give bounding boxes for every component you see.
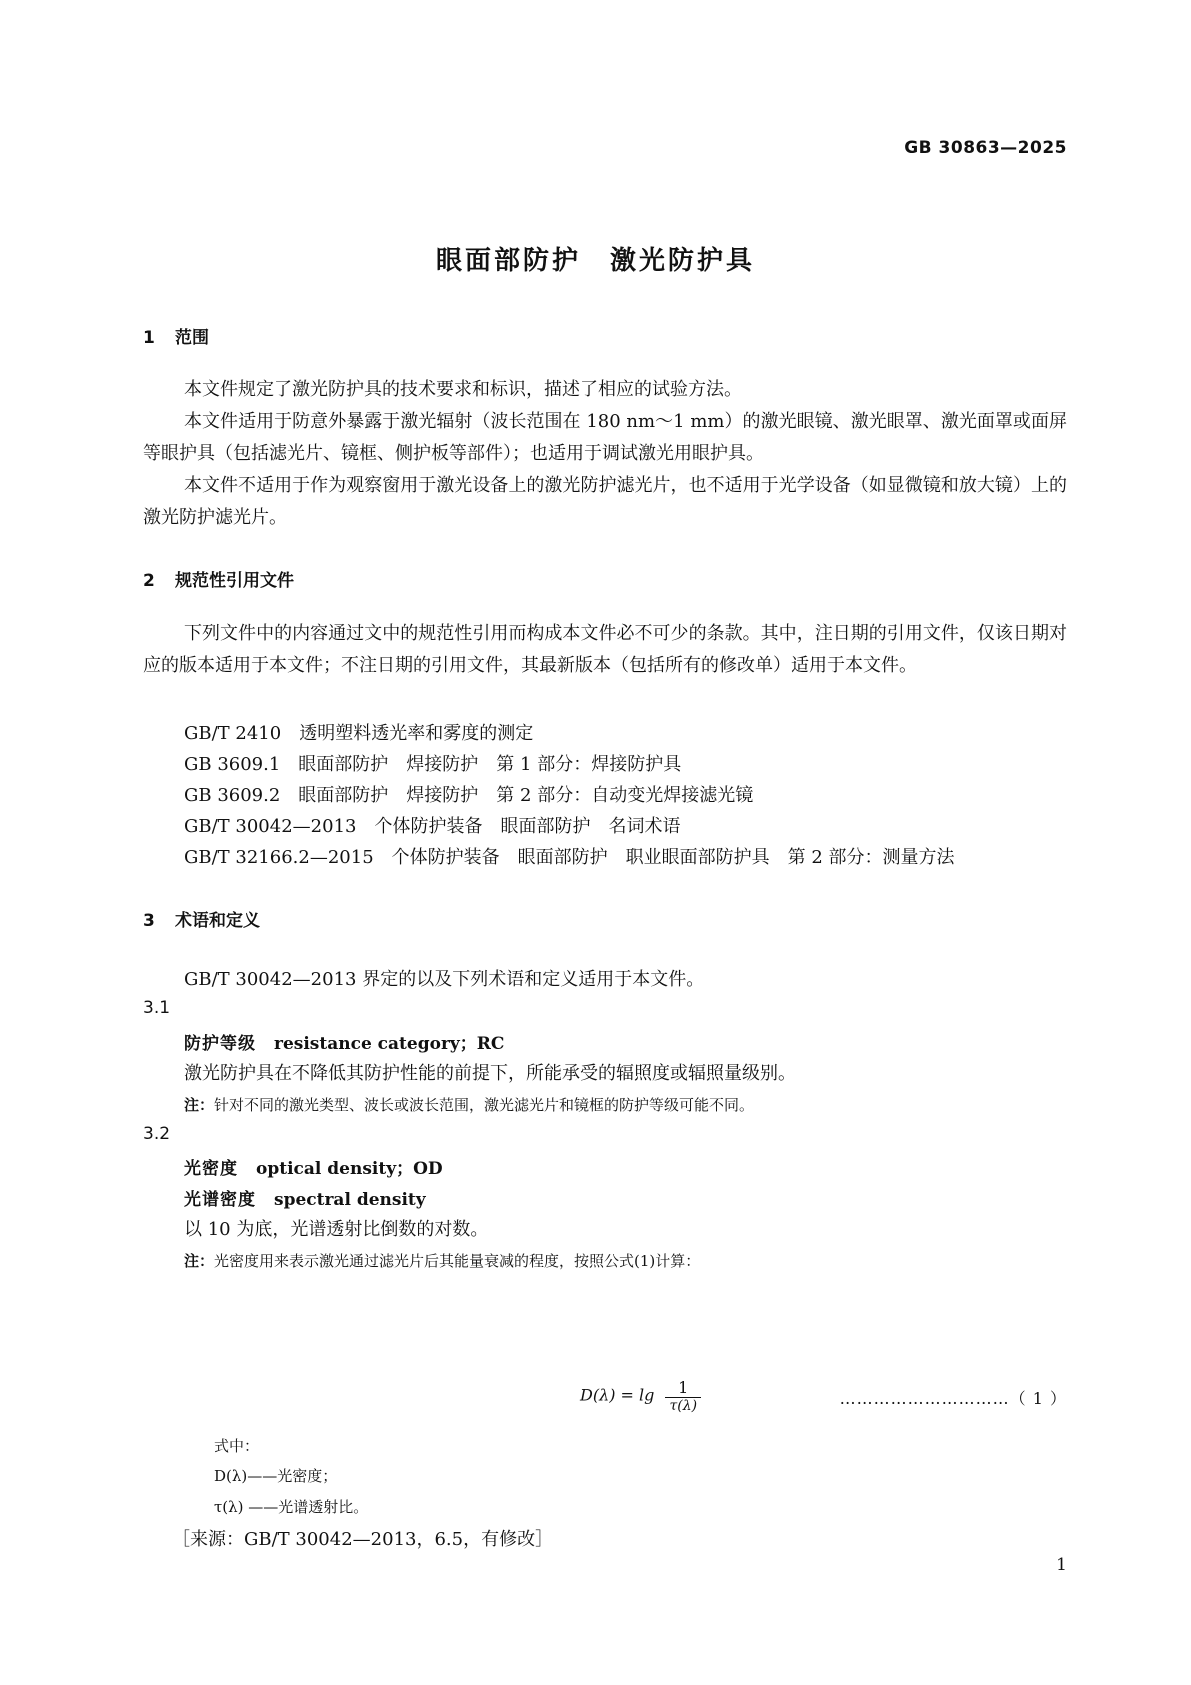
reference-item: GB/T 30042—2013 个体防护装备 眼面部防护 名词术语 [184,816,681,837]
section-1-heading [143,323,209,348]
source-citation: ［来源：GB/T 30042—2013，6.5，有修改］ [172,1529,554,1550]
reference-item: GB/T 32166.2—2015 个体防护装备 眼面部防护 职业眼面部防护具 第 2 部分：测量方法 [184,847,955,868]
paragraph: 本文件不适用于作为观察窗用于激光设备上的激光防护滤光片，也不适用于光学设备（如显微镜和放大镜）上的激光防护滤光片。 [143,475,1067,528]
formula [580,1378,701,1414]
term-synonym [184,1185,426,1210]
note [184,1250,700,1271]
section-title: 术语和定义 [175,911,260,931]
section-number: 2 [143,571,155,591]
definition: 激光防护具在不降低其防护性能的前提下，所能承受的辐照度或辐照量级别。 [184,1063,796,1084]
term-zh: 光密度 [184,1159,238,1179]
paragraph: 下列文件中的内容通过文中的规范性引用而构成本文件必不可少的条款。其中，注日期的引用文件，仅该日期对应的版本适用于本文件；不注日期的引用文件，其最新版本（包括所有的修改单）适用于本文件。 [143,623,1067,676]
paragraph: GB/T 30042—2013 界定的以及下列术语和定义适用于本文件。 [184,969,705,990]
section-3-heading [143,906,260,931]
paragraph: 本文件适用于防意外暴露于激光辐射（波长范围在 180 nm～1 mm）的激光眼镜、激光眼罩、激光面罩或面屏等眼护具（包括滤光片、镜框、侧护板等部件）；也适用于调试激光用眼护具。 [143,411,1067,464]
section-number: 1 [143,328,155,348]
variable-def: D(λ)——光密度； [214,1467,338,1485]
term-en: resistance category；RC [274,1034,505,1054]
term [184,1029,504,1054]
section-number: 3 [143,911,155,931]
term-zh: 光谱密度 [184,1190,256,1210]
reference-item: GB 3609.2 眼面部防护 焊接防护 第 2 部分：自动变光焊接滤光镜 [184,785,754,806]
document-title: 眼面部防护 激光防护具 [435,246,755,276]
clause-number: 3.1 [143,998,171,1018]
page-number: 1 [1056,1555,1067,1575]
where-label: 式中： [214,1437,260,1455]
section-2-heading [143,566,294,591]
clause-number: 3.2 [143,1124,171,1144]
term-zh: 防护等级 [184,1034,256,1054]
variable-def: τ(λ) ——光谱透射比。 [214,1498,369,1516]
formula-fraction [665,1378,701,1414]
note-text: 光密度用来表示激光通过滤光片后其能量衰减的程度，按照公式(1)计算： [214,1252,701,1270]
paragraph: 本文件规定了激光防护具的技术要求和标识，描述了相应的试验方法。 [184,379,742,400]
denominator: τ(λ) [669,1398,698,1414]
standard-number: GB 30863—2025 [904,138,1067,158]
equation-number: …………………………（ 1 ） [839,1389,1067,1408]
section-title: 规范性引用文件 [175,571,294,591]
section-title: 范围 [175,328,209,348]
note [184,1094,754,1115]
note-label: 注： [184,1096,215,1114]
reference-item: GB 3609.1 眼面部防护 焊接防护 第 1 部分：焊接防护具 [184,754,682,775]
numerator: 1 [665,1378,701,1398]
term-en: spectral density [274,1190,426,1210]
note-text: 针对不同的激光类型、波长或波长范围，激光滤光片和镜框的防护等级可能不同。 [214,1096,755,1114]
term [184,1154,443,1179]
note-label: 注： [184,1252,215,1270]
reference-item: GB/T 2410 透明塑料透光率和雾度的测定 [184,723,534,744]
formula-lhs: D(λ) = lg [580,1385,655,1405]
definition: 以 10 为底，光谱透射比倒数的对数。 [184,1219,489,1240]
term-en: optical density；OD [256,1159,443,1179]
